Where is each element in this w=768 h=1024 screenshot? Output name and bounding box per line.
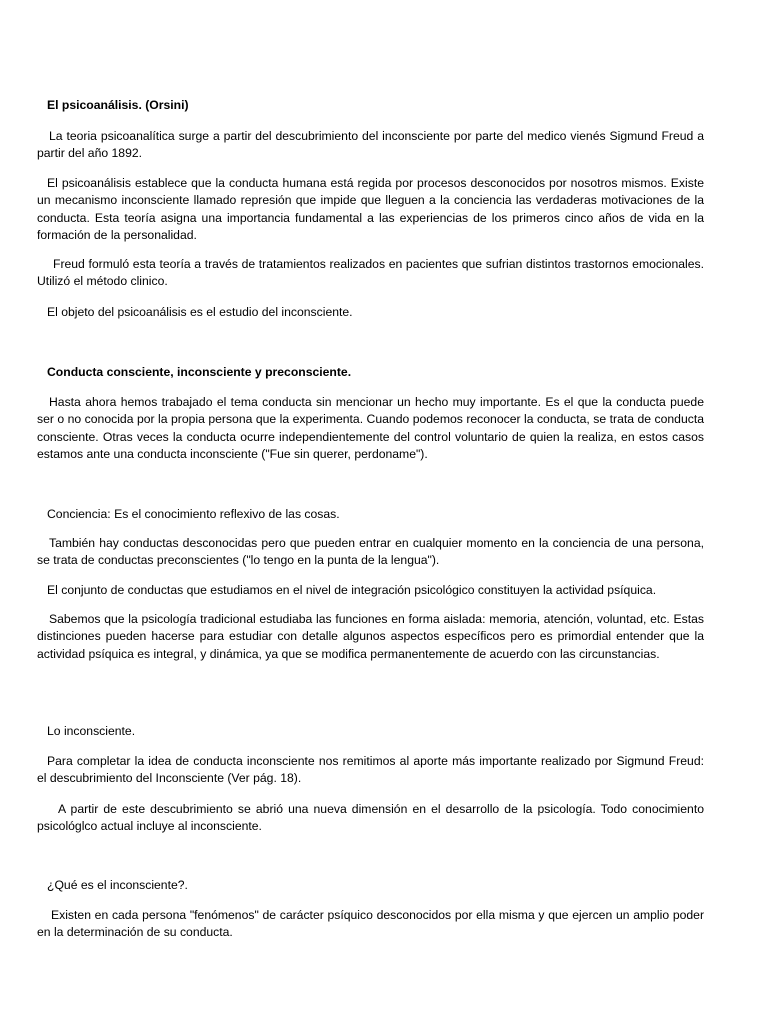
paragraph-psicologia-tradicional: Sabemos que la psicología tradicional estudiaba las funciones en forma aislada: memoria, atención, voluntad, etc. Estas distinciones pueden hacerse para estudiar con detalle algunos aspectos específicos pero es primordial entender que la actividad psíquica es integral, y dinámica, ya que se modifica permanentemente de acuerdo con las circunstancias. (37, 612, 704, 661)
paragraph-method: Freud formuló esta teoría a través de tratamientos realizados en pacientes que sufrian distintos trastornos emocionales. Utilizó el método clinico. (37, 257, 704, 289)
paragraph-actividad-psiquica: El conjunto de conductas que estudiamos en el nivel de integración psicológico constituyen la actividad psíquica. (47, 583, 657, 597)
paragraph-aporte-freud: Para completar la idea de conducta inconsciente nos remitimos al aporte más importante realizado por Sigmund Freud: el descubrimiento del Inconsciente (Ver pág. 18). (37, 754, 704, 786)
paragraph-preconscientes: También hay conductas desconocidas pero que pueden entrar en cualquier momento en la conciencia de una persona, se trata de conductas preconscientes ("lo tengo en la punta de la lengua"). (37, 536, 704, 568)
paragraph-fenomenos: Existen en cada persona "fenómenos" de carácter psíquico desconocidos por ella misma y que ejercen un amplio poder en la determinación de su conducta. (37, 908, 704, 940)
document-title: El psicoanálisis. (Orsini) (47, 98, 189, 112)
paragraph-conciencia: Conciencia: Es el conocimiento reflexivo de las cosas. (47, 507, 340, 521)
subheading-que-es-inconsciente: ¿Qué es el inconsciente?. (47, 878, 188, 892)
section-heading-conducta: Conducta consciente, inconsciente y preconsciente. (47, 365, 352, 379)
paragraph-conducta: Hasta ahora hemos trabajado el tema conducta sin mencionar un hecho muy importante. Es el que la conducta puede ser o no conocida por la propia persona que la experimenta. Cuando podemos reconocer la conducta, se trata de conducta consciente. Otras veces la conducta ocurre independientemente del control voluntario de quien la realiza, en estos casos estamos ante una conducta inconsciente ("Fue sin querer, perdoname"). (37, 395, 704, 461)
paragraph-object: El objeto del psicoanálisis es el estudio del inconsciente. (47, 305, 353, 319)
paragraph-nueva-dimension: A partir de este descubrimiento se abrió una nueva dimensión en el desarrollo de la psicología. Todo conocimiento psicológlco actual incluye al inconsciente. (37, 802, 704, 834)
paragraph-definition: El psicoanálisis establece que la conducta humana está regida por procesos desconocidos por nosotros mismos. Existe un mecanismo inconsciente llamado represión que impide que lleguen a la conciencia las verdaderas motivaciones de la conducta. Esta teoría asigna una importancia fundamental a las experiencias de los primeros cinco años de vida en la formación de la personalidad. (37, 176, 704, 242)
subheading-lo-inconsciente: Lo inconsciente. (47, 724, 136, 738)
paragraph-origin: La teoria psicoanalítica surge a partir del descubrimiento del inconsciente por parte del medico vienés Sigmund Freud a partir del año 1892. (37, 129, 704, 161)
